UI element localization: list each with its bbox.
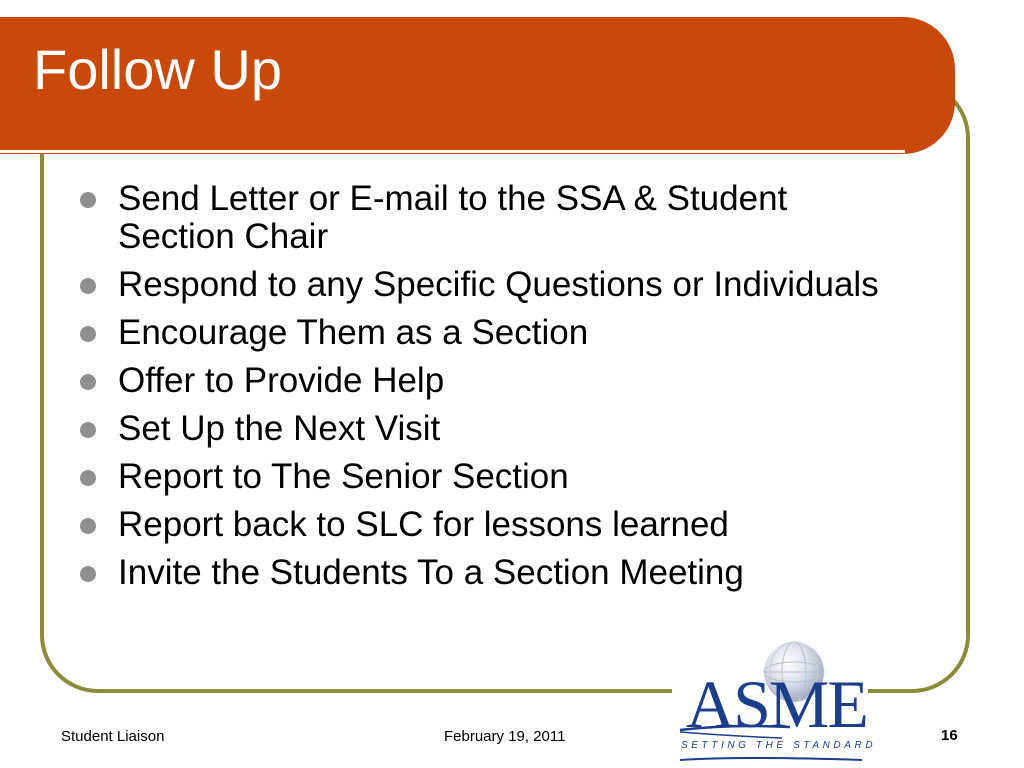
slide-number: 16 [941,727,958,744]
footer-presenter: Student Liaison [61,728,165,745]
title-underline [0,150,905,153]
bullet-item [80,362,910,400]
bullet-item [80,180,910,256]
bullet-dot-icon [80,326,96,342]
footer-date: February 19, 2011 [444,728,566,745]
bullet-item [80,410,910,448]
bullet-text: Report back to SLC for lessons learned [118,505,729,544]
slide-title: Follow Up [33,38,282,101]
bullet-dot-icon [80,422,96,438]
bullet-dot-icon [80,518,96,534]
bullet-item [80,554,910,592]
bullet-text: Respond to any Specific Questions or Individuals [118,265,879,304]
logo-tagline: SETTING THE STANDARD [681,740,877,751]
bullet-dot-icon [80,470,96,486]
bullet-dot-icon [80,566,96,582]
bullet-item [80,458,910,496]
bullet-text: Report to The Senior Section [118,457,569,496]
bullet-dot-icon [80,374,96,390]
bullet-text: Encourage Them as a Section [118,313,589,352]
asme-logo [672,636,877,768]
bullet-dot-icon [80,192,96,208]
bullet-item [80,506,910,544]
logo-wordmark: ASME [686,666,867,742]
bullet-text: Offer to Provide Help [118,361,445,400]
bullet-text: Send Letter or E-mail to the SSA & Student Section Chair [118,179,788,256]
bullet-item [80,266,910,304]
bullet-dot-icon [80,278,96,294]
bullet-text: Set Up the Next Visit [118,409,441,448]
bullet-list [80,180,910,602]
bullet-text: Invite the Students To a Section Meeting [118,553,744,592]
bullet-item [80,314,910,352]
